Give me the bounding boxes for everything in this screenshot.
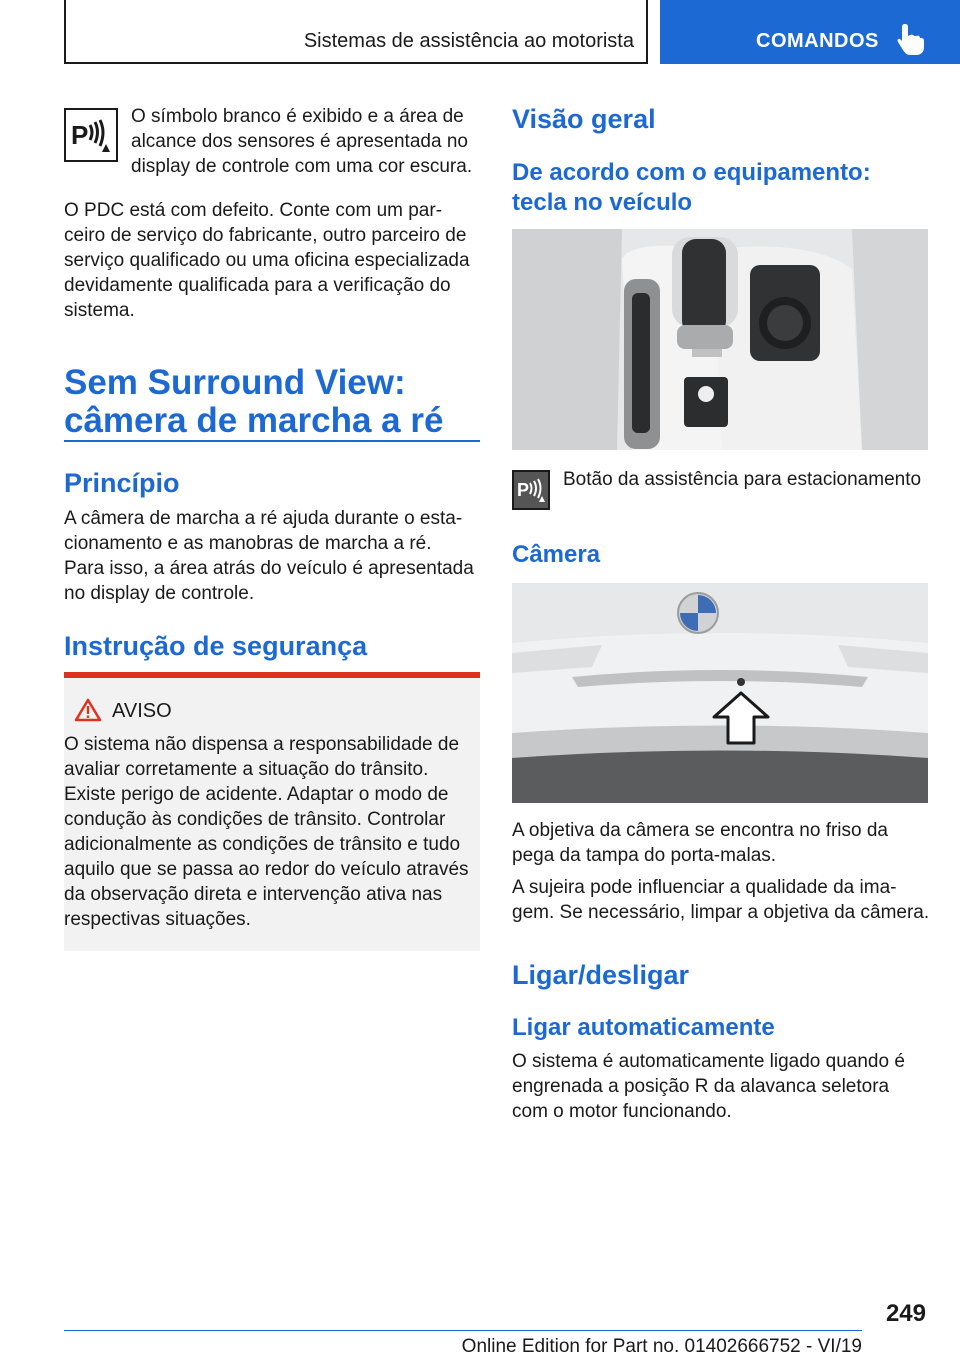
camera-text-2: A sujeira pode influenciar a qualidade da imagem. Se necessário, limpar a objetiva da câmera. bbox=[512, 877, 930, 923]
header-section-box bbox=[64, 0, 648, 64]
main-heading-line1: Sem Surround View: bbox=[64, 363, 406, 402]
button-caption: Botão da assistência para estacionamento bbox=[563, 469, 922, 490]
warning-text: O sistema não dispensa a responsabilidade de avaliar corretamente a situação do trânsito. Existe perigo de acidente. Adaptar o modo de condução às condições de trânsito. Controlar adicionalmente as condições de trânsito e tudo aquilo que se passa ao redor do veículo através da observação direta e intervenção ativa nas respectivas situações. bbox=[64, 734, 469, 930]
edition-text: Online Edition for Part no. 01402666752 - VI/19 bbox=[461, 1336, 862, 1357]
chapter-tab[interactable] bbox=[660, 0, 960, 64]
main-heading-line2: câmera de marcha a ré bbox=[64, 401, 444, 440]
parking-sensor-icon bbox=[514, 472, 548, 508]
pdc-defect-text: O PDC está com defeito. Conte com um parceiro de serviço do fabricante, outro parceiro de serviço qualificado ou uma oficina especializada devidamente qualificada para a verificação do sistema. bbox=[64, 200, 470, 321]
auto-text: O sistema é automaticamente ligado quando é engrenada a posição R da alavanca seletora com o motor funcionando. bbox=[512, 1051, 905, 1122]
pointing-hand-icon bbox=[896, 22, 926, 56]
overview-heading: Visão geral bbox=[512, 104, 656, 134]
principle-heading: Princípio bbox=[64, 468, 180, 498]
console-illustration bbox=[512, 229, 928, 450]
warning-triangle-icon bbox=[74, 698, 102, 722]
section-title: Sistemas de assistência ao motorista bbox=[303, 30, 634, 52]
icon-note-text: O símbolo branco é exibido e a área de alcance dos sensores é apresentada no display de controle com uma cor escura. bbox=[131, 106, 473, 177]
heading-rule bbox=[64, 440, 480, 442]
page-number: 249 bbox=[885, 1300, 926, 1327]
main-heading bbox=[64, 364, 480, 440]
parking-sensor-icon bbox=[66, 110, 116, 160]
equipment-heading: De acordo com o equipamento: tecla no veículo bbox=[512, 159, 871, 216]
center-console-image bbox=[512, 229, 928, 450]
footer-rule bbox=[64, 1330, 862, 1331]
auto-heading: Ligar automaticamente bbox=[512, 1014, 775, 1041]
pdc-button-symbol-box bbox=[512, 470, 550, 510]
pdc-symbol-box bbox=[64, 108, 118, 162]
trunk-illustration bbox=[512, 583, 928, 803]
warning-bar bbox=[64, 672, 480, 678]
warning-box bbox=[64, 672, 480, 951]
principle-text: A câmera de marcha a ré ajuda durante o estacionamento e as manobras de marcha a ré. Para isso, a área atrás do veículo é apresentada no display de controle. bbox=[64, 508, 474, 604]
chapter-label: COMANDOS bbox=[756, 30, 879, 52]
onoff-heading: Ligar/desligar bbox=[512, 960, 690, 990]
camera-text-1: A objetiva da câmera se encontra no friso da pega da tampa do porta-malas. bbox=[512, 820, 889, 866]
trunk-camera-image bbox=[512, 583, 928, 803]
warning-label: AVISO bbox=[112, 700, 172, 722]
svg-text:P: P bbox=[71, 120, 89, 150]
safety-heading: Instrução de segurança bbox=[64, 631, 368, 661]
camera-heading: Câmera bbox=[512, 541, 601, 568]
svg-text:P: P bbox=[517, 480, 530, 500]
